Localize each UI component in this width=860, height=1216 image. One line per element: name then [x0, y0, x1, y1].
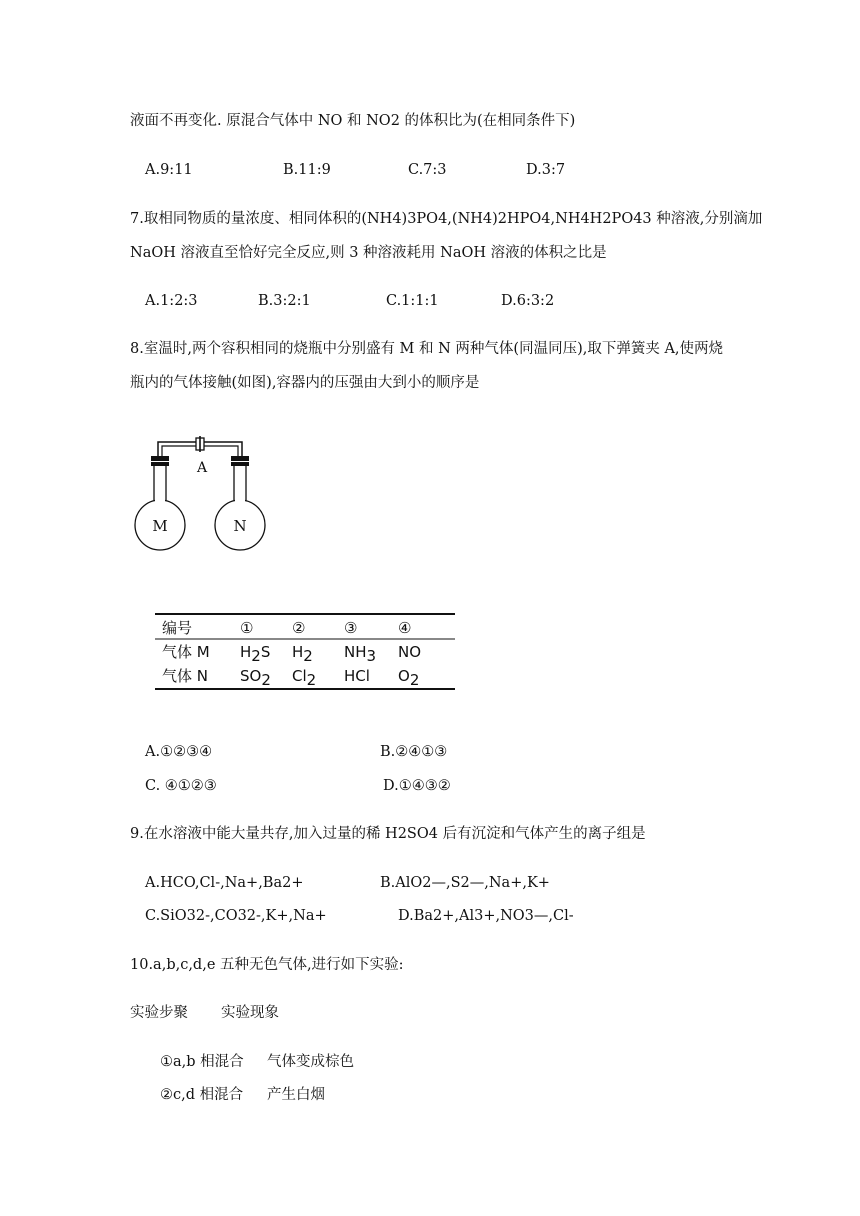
table-cell-n-2: Cl2: [292, 667, 317, 689]
right-flask-label: N: [233, 517, 247, 535]
q7-option-a: A.1:2:3: [145, 293, 198, 309]
q8-option-a: A.①②③④: [145, 744, 213, 760]
q8-option-d: D.①④③②: [383, 778, 451, 794]
table-row-n-label: 气体 N: [162, 667, 208, 685]
q8-option-c: C. ④①②③: [145, 778, 217, 794]
right-flask: [215, 466, 265, 550]
table-cell-m-1: H2S: [240, 643, 271, 665]
q8-stem-line2: 瓶内的气体接触(如图),容器内的压强由大到小的顺序是: [130, 375, 480, 391]
q9-option-d: D.Ba2+,Al3+,NO3—,Cl-: [398, 908, 574, 924]
q8-stem-line1: 8.室温时,两个容积相同的烧瓶中分别盛有 M 和 N 两种气体(同温同压),取下弹簧夹 A,使两烧: [130, 341, 724, 357]
table-cell-n-3: HCl: [344, 667, 370, 685]
q10-row1-step: ①a,b 相混合: [160, 1054, 244, 1070]
q10-row2-phenomenon: 产生白烟: [267, 1087, 325, 1103]
q9-stem: 9.在水溶液中能大量共存,加入过量的稀 H2SO4 后有沉淀和气体产生的离子组是: [130, 826, 646, 842]
q7-option-b: B.3:2:1: [258, 293, 311, 309]
q6-tail: 液面不再变化. 原混合气体中 NO 和 NO2 的体积比为(在相同条件下): [130, 113, 576, 129]
spring-clip: [196, 436, 204, 452]
left-flask-label: M: [152, 517, 168, 535]
q7-stem-line2: NaOH 溶液直至恰好完全反应,则 3 种溶液耗用 NaOH 溶液的体积之比是: [130, 245, 607, 261]
q7-option-d: D.6:3:2: [501, 293, 555, 309]
q7-stem-line1: 7.取相同物质的量浓度、相同体积的(NH4)3PO4,(NH4)2HPO4,NH4H2PO43 种溶液,分别滴加: [130, 211, 763, 227]
table-header-4: ④: [398, 619, 412, 637]
table-cell-n-4: O2: [398, 667, 420, 689]
q10-header-step: 实验步聚: [130, 1005, 188, 1021]
q10-row2-step: ②c,d 相混合: [160, 1087, 244, 1103]
gas-table: [155, 612, 455, 692]
q6-option-a: A.9:11: [145, 162, 193, 178]
table-cell-m-2: H2: [292, 643, 313, 665]
table-cell-n-1: SO2: [240, 667, 271, 689]
table-header-2: ②: [292, 619, 306, 637]
q9-option-b: B.AlO2—,S2—,Na+,K+: [380, 875, 550, 891]
table-header-3: ③: [344, 619, 358, 637]
flask-apparatus-diagram: [130, 436, 275, 554]
q10-row1-phenomenon: 气体变成棕色: [267, 1054, 354, 1070]
q6-option-b: B.11:9: [283, 162, 331, 178]
table-header-1: ①: [240, 619, 254, 637]
q9-option-c: C.SiO32-,CO32-,K+,Na+: [145, 908, 327, 924]
table-row-m-label: 气体 M: [162, 643, 210, 661]
right-stopper: [231, 456, 249, 461]
q7-option-c: C.1:1:1: [386, 293, 439, 309]
q8-option-b: B.②④①③: [380, 744, 448, 760]
table-header-number: 编号: [162, 619, 193, 637]
clip-label: A: [196, 460, 208, 476]
table-cell-m-3: NH3: [344, 643, 377, 665]
q6-option-c: C.7:3: [408, 162, 447, 178]
q10-header-phenomenon: 实验现象: [221, 1005, 279, 1021]
left-flask: [135, 466, 185, 550]
left-stopper: [151, 456, 169, 461]
q10-stem: 10.a,b,c,d,e 五种无色气体,进行如下实验:: [130, 957, 404, 973]
q6-option-d: D.3:7: [526, 162, 566, 178]
table-cell-m-4: NO: [398, 643, 422, 661]
q9-option-a: A.HCO,Cl-,Na+,Ba2+: [145, 875, 304, 891]
